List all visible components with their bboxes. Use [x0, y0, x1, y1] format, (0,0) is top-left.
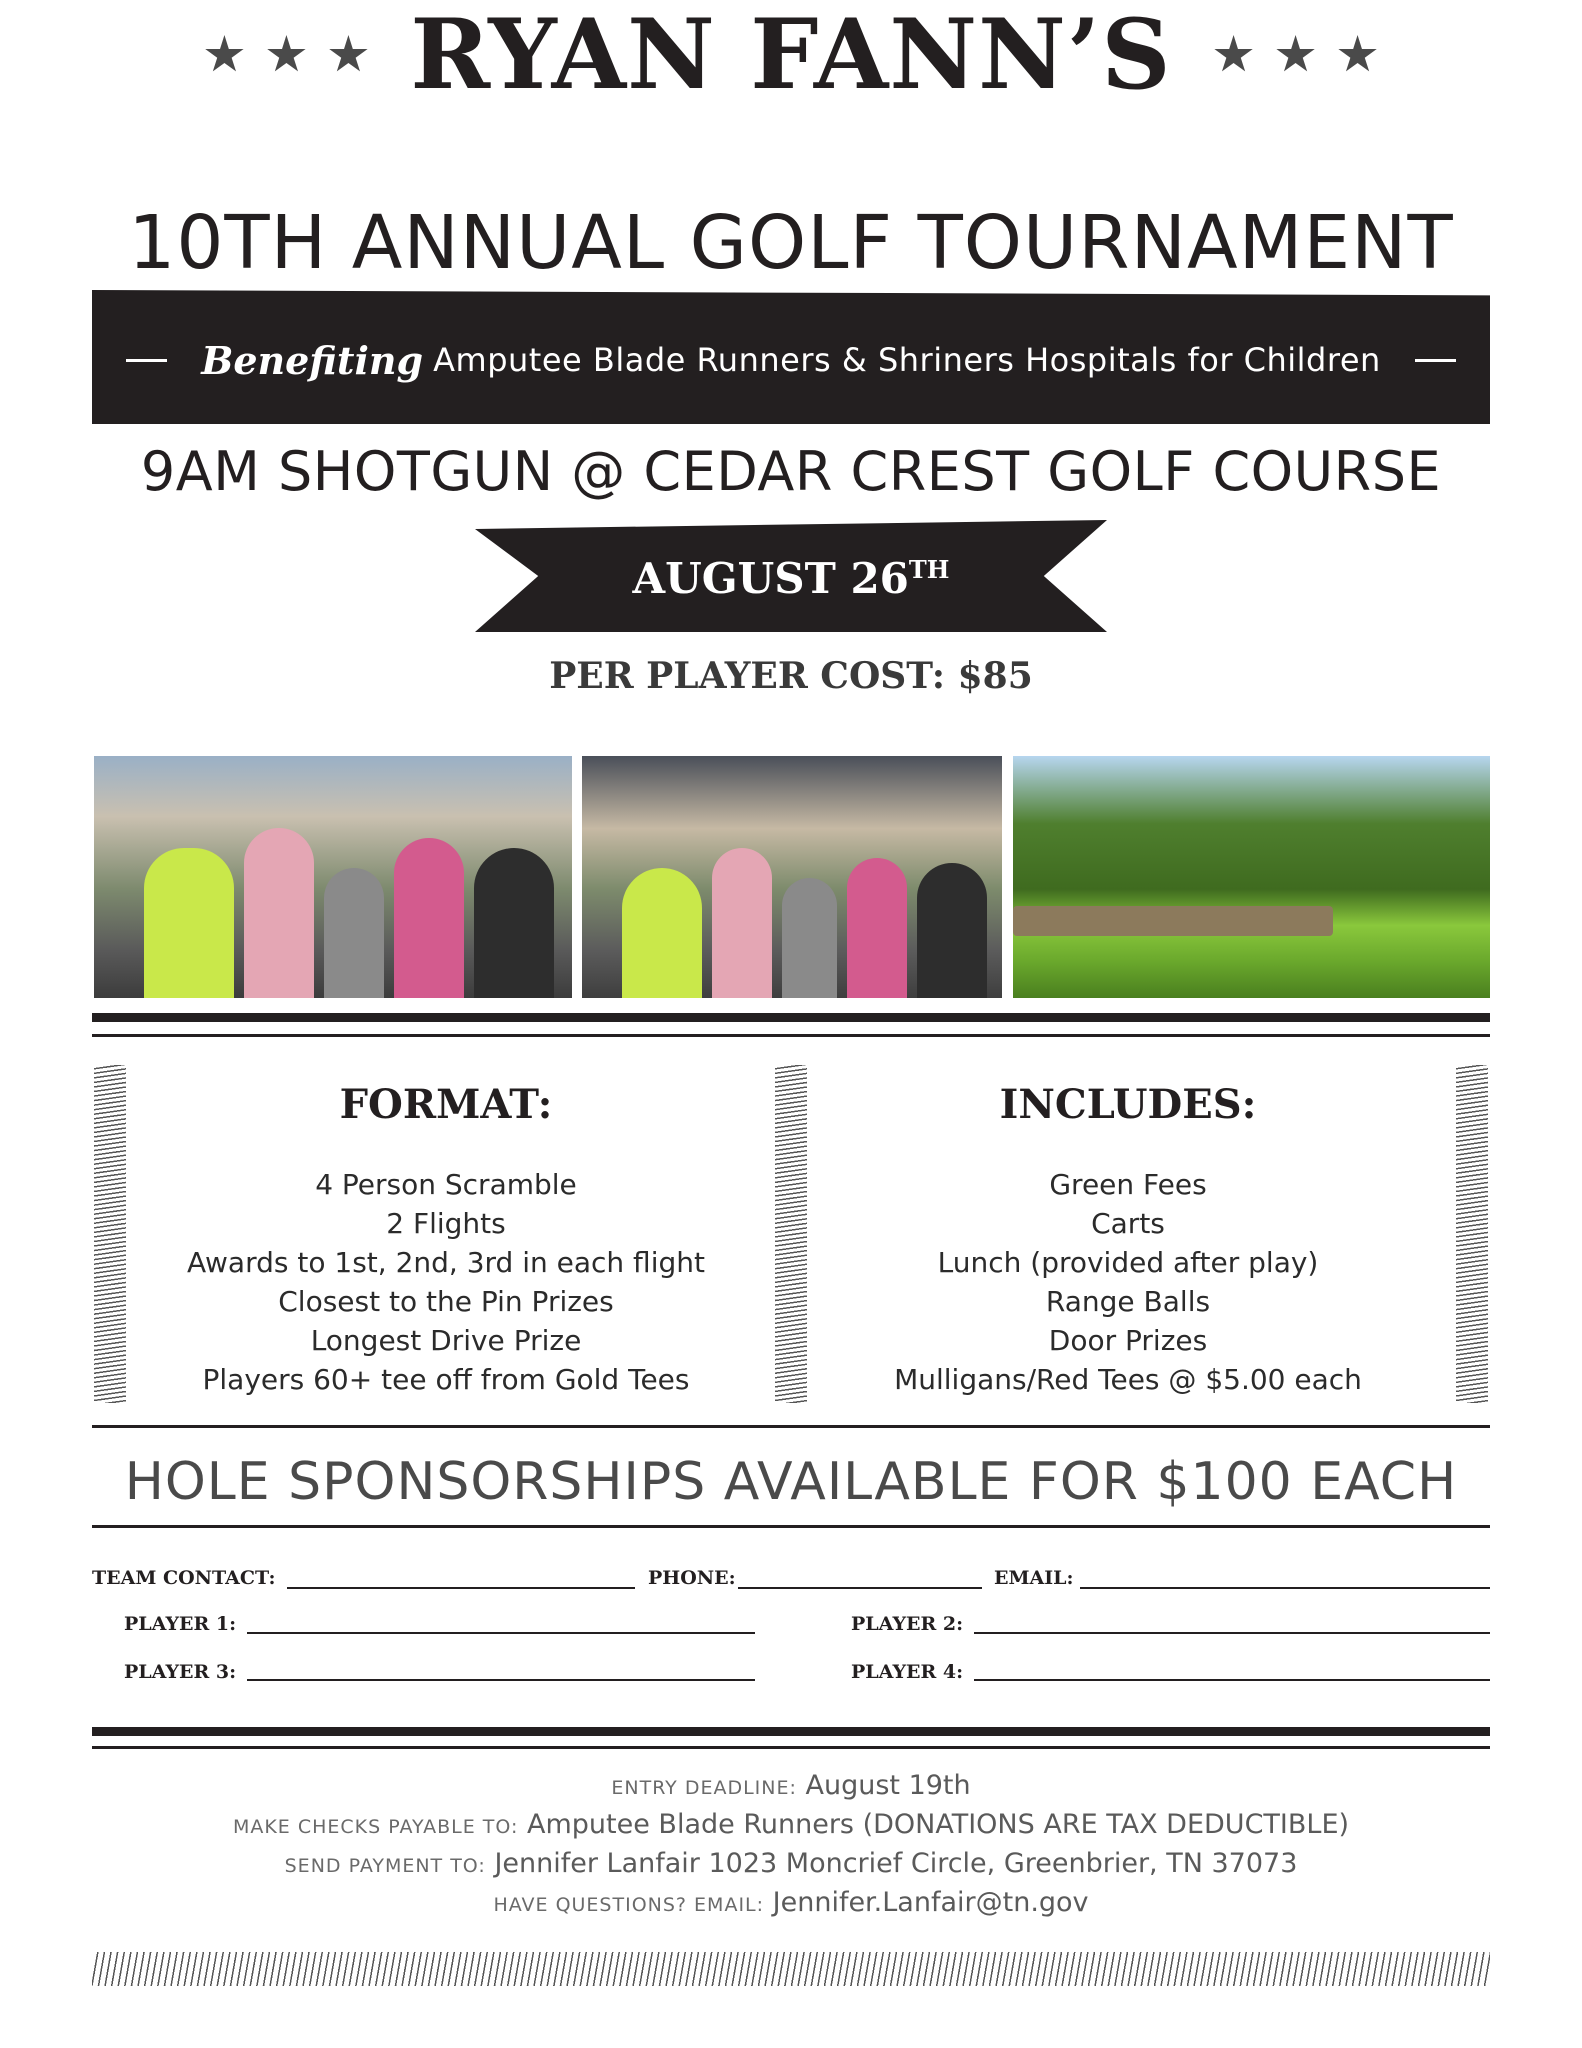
player1-label: PLAYER 1:: [124, 1613, 237, 1635]
player3-field[interactable]: [247, 1679, 755, 1681]
list-item: Awards to 1st, 2nd, 3rd in each flight: [187, 1246, 705, 1279]
hatch-decoration: [1456, 1065, 1488, 1403]
star-icon: [204, 35, 244, 75]
list-item: Range Balls: [1045, 1285, 1211, 1318]
questions-value[interactable]: Jennifer.Lanfair@tn.gov: [772, 1887, 1089, 1918]
tournament-subtitle: 10TH ANNUAL GOLF TOURNAMENT: [128, 200, 1454, 286]
send-label: SEND PAYMENT TO:: [284, 1855, 486, 1877]
deadline-value: August 19th: [805, 1770, 971, 1801]
star-icon: [328, 35, 368, 75]
format-section: [166, 1075, 726, 1399]
page-title: RYAN FANN’S: [410, 0, 1172, 111]
includes-section: [848, 1075, 1408, 1399]
checks-label: MAKE CHECKS PAYABLE TO:: [232, 1816, 519, 1838]
event-date-suffix: TH: [908, 555, 950, 584]
checks-payable: [0, 1809, 1582, 1840]
star-icon: [1276, 35, 1316, 75]
photo-golf-course: [1013, 756, 1490, 998]
event-date: [475, 540, 1107, 609]
phone-field[interactable]: [738, 1587, 982, 1589]
team-contact-field[interactable]: [287, 1587, 635, 1589]
email-label: EMAIL:: [994, 1567, 1074, 1589]
list-item: Door Prizes: [1048, 1324, 1208, 1357]
list-item: Green Fees: [1049, 1168, 1207, 1201]
benefiting-text: Amputee Blade Runners & Shriners Hospitals for Children: [433, 341, 1381, 379]
includes-heading: INCLUDES:: [999, 1081, 1257, 1128]
email-field[interactable]: [1080, 1587, 1490, 1589]
bottom-hatch-decoration: [92, 1952, 1490, 1986]
entry-deadline: [0, 1770, 1582, 1801]
send-payment: [0, 1848, 1582, 1879]
format-heading: FORMAT:: [339, 1081, 553, 1128]
phone-label: PHONE:: [648, 1567, 736, 1589]
player2-field[interactable]: [974, 1632, 1490, 1634]
hatch-decoration: [775, 1065, 807, 1403]
list-item: 4 Person Scramble: [315, 1168, 577, 1201]
benefiting-label: Benefiting: [201, 337, 424, 383]
divider: [92, 1013, 1490, 1022]
star-icon: [1338, 35, 1378, 75]
right-stars: [1214, 35, 1378, 75]
player4-label: PLAYER 4:: [851, 1661, 964, 1683]
event-date-main: AUGUST 26: [632, 554, 909, 603]
player2-label: PLAYER 2:: [851, 1613, 964, 1635]
deadline-label: ENTRY DEADLINE:: [611, 1777, 797, 1799]
star-icon: [266, 35, 306, 75]
list-item: 2 Flights: [386, 1207, 506, 1240]
divider: [92, 1727, 1490, 1736]
list-item: Lunch (provided after play): [937, 1246, 1319, 1279]
divider: [126, 359, 167, 362]
star-icon: [1214, 35, 1254, 75]
team-contact-label: TEAM CONTACT:: [92, 1567, 276, 1589]
divider: [92, 1525, 1490, 1528]
questions-email: [0, 1887, 1582, 1918]
list-item: Longest Drive Prize: [310, 1324, 582, 1357]
divider: [1415, 359, 1456, 362]
photo-group-1: [94, 756, 572, 998]
list-item: Players 60+ tee off from Gold Tees: [202, 1363, 690, 1396]
send-value: Jennifer Lanfair 1023 Moncrief Circle, Greenbrier, TN 37073: [494, 1848, 1298, 1879]
shotgun-location: 9AM SHOTGUN @ CEDAR CREST GOLF COURSE: [140, 440, 1442, 503]
player1-field[interactable]: [247, 1632, 755, 1634]
divider: [92, 1425, 1490, 1428]
sponsorship-banner: HOLE SPONSORSHIPS AVAILABLE FOR $100 EACH: [124, 1452, 1458, 1512]
questions-label: HAVE QUESTIONS? EMAIL:: [493, 1894, 765, 1916]
benefit-banner-content: [92, 330, 1490, 390]
list-item: Carts: [1091, 1207, 1165, 1240]
player3-label: PLAYER 3:: [124, 1661, 237, 1683]
left-stars: [204, 35, 368, 75]
player-cost: PER PLAYER COST: $85: [549, 655, 1033, 697]
checks-value: Amputee Blade Runners (DONATIONS ARE TAX DEDUCTIBLE): [527, 1809, 1350, 1840]
includes-list: [848, 1165, 1408, 1399]
photo-group-2: [582, 756, 1002, 998]
hatch-decoration: [94, 1065, 126, 1403]
format-list: [166, 1165, 726, 1399]
divider: [92, 1034, 1490, 1037]
list-item: Closest to the Pin Prizes: [278, 1285, 614, 1318]
divider: [92, 1746, 1490, 1749]
player4-field[interactable]: [974, 1679, 1490, 1681]
title-row: [0, 0, 1582, 110]
list-item: Mulligans/Red Tees @ $5.00 each: [894, 1363, 1362, 1396]
